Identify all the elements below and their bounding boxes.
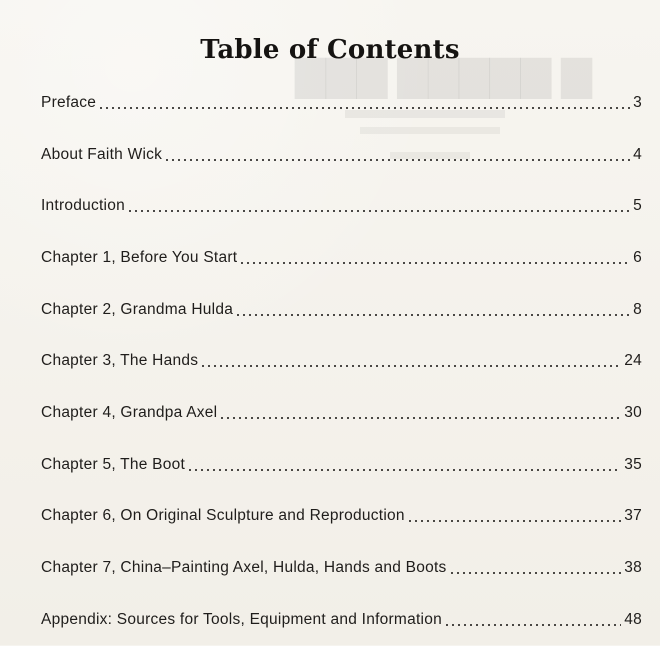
toc-entry-title: Chapter 3, The Hands — [41, 352, 199, 370]
dot-leader — [219, 408, 621, 420]
toc-entry-title: Chapter 2, Grandma Hulda — [41, 300, 234, 318]
toc-entry-page: 35 — [624, 455, 642, 473]
toc-entry-title: About Faith Wick — [41, 145, 163, 163]
toc-entry-page: 8 — [633, 300, 642, 318]
toc-entry-page: 4 — [633, 145, 642, 163]
dot-leader — [407, 511, 621, 523]
toc-entry — [41, 594, 642, 646]
toc-entry-page: 37 — [624, 507, 642, 525]
toc-entry-page: 5 — [633, 197, 642, 215]
toc-entry — [41, 387, 642, 439]
toc-entry — [41, 129, 642, 181]
table-of-contents — [41, 77, 642, 646]
toc-entry-title: Chapter 4, Grandpa Axel — [41, 403, 218, 421]
dot-leader — [444, 615, 621, 627]
toc-entry-title: Chapter 7, China–Painting Axel, Hulda, Hands and Boots — [41, 559, 447, 577]
dot-leader — [187, 460, 621, 472]
toc-entry — [41, 335, 642, 387]
toc-entry — [41, 542, 642, 594]
dot-leader — [239, 253, 630, 265]
toc-entry — [41, 77, 642, 129]
toc-entry-page: 38 — [624, 559, 642, 577]
toc-entry-page: 24 — [624, 352, 642, 370]
dot-leader — [235, 305, 630, 317]
dot-leader — [200, 356, 621, 368]
dot-leader — [164, 150, 630, 162]
toc-entry-page: 3 — [633, 93, 642, 111]
dot-leader — [127, 201, 630, 213]
toc-entry — [41, 284, 642, 336]
toc-entry — [41, 491, 642, 543]
dot-leader — [98, 98, 630, 110]
mirrored-reverse-text: ▇ ▇▇▇▇▇ ▇▇▇ — [295, 53, 592, 98]
toc-entry — [41, 439, 642, 491]
toc-entry-title: Introduction — [41, 197, 125, 215]
toc-entry-page: 6 — [633, 248, 642, 266]
toc-entry — [41, 180, 642, 232]
dot-leader — [449, 563, 622, 575]
page-title: Table of Contents — [200, 35, 460, 66]
toc-entry-page: 48 — [624, 610, 642, 628]
toc-entry-title: Appendix: Sources for Tools, Equipment and Information — [41, 610, 442, 628]
toc-entry-title: Preface — [41, 93, 97, 111]
toc-entry-title: Chapter 6, On Original Sculpture and Reproduction — [41, 507, 405, 525]
toc-entry-title: Chapter 1, Before You Start — [41, 248, 238, 266]
toc-entry-title: Chapter 5, The Boot — [41, 455, 186, 473]
toc-entry-page: 30 — [624, 403, 642, 421]
toc-entry — [41, 232, 642, 284]
